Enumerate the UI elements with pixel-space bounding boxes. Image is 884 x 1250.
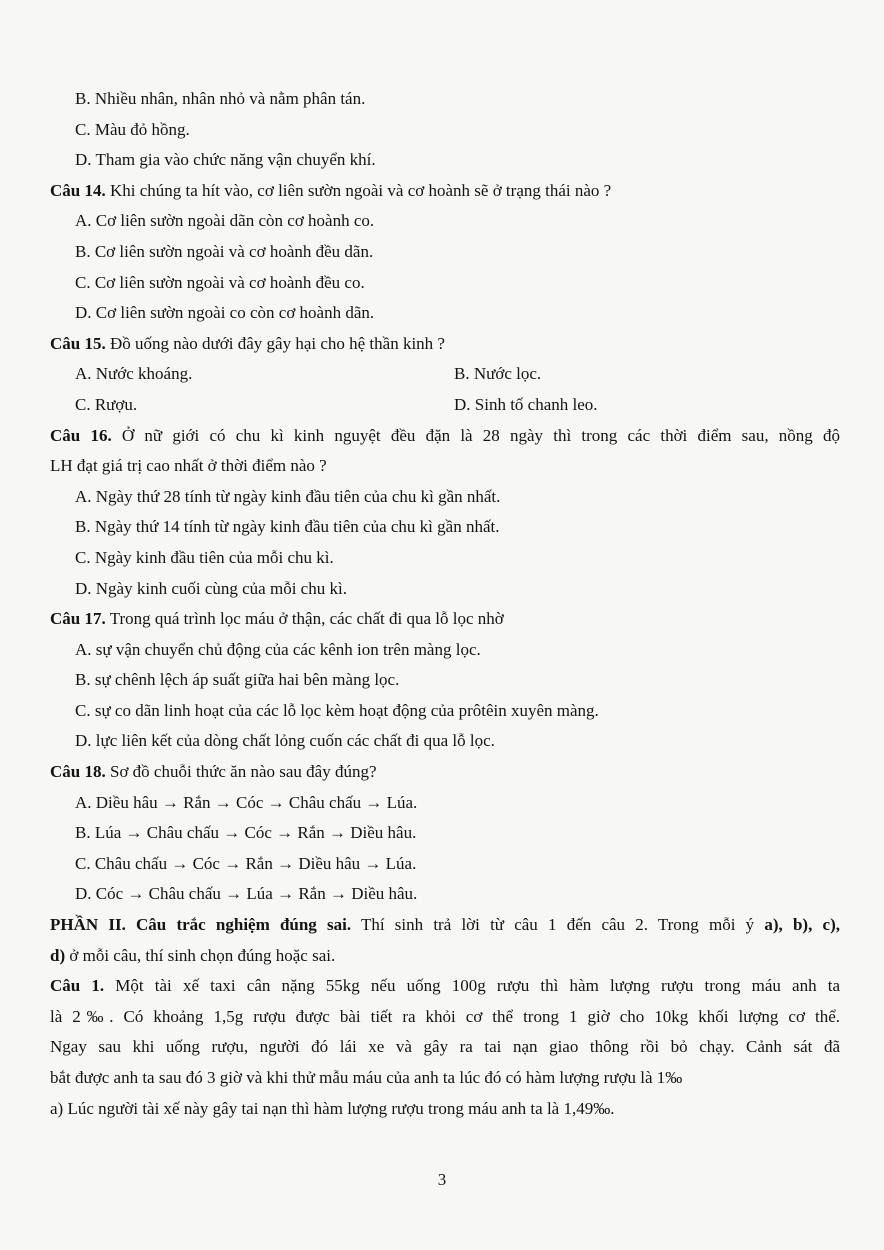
question-text-line-1: Ở nữ giới có chu kì kinh nguyệt đều đặn là 28 ngày thì trong các thời điểm sau, nồng độ bbox=[121, 425, 841, 445]
q14-option-d: D. Cơ liên sườn ngoài co còn cơ hoành dãn. bbox=[75, 303, 375, 323]
part-2-options: a), b), c), bbox=[764, 915, 840, 935]
question-text-line-2: LH đạt giá trị cao nhất ở thời điểm nào ? bbox=[50, 456, 327, 476]
part-2-question-1 bbox=[50, 971, 840, 1093]
q16-option-c: C. Ngày kinh đầu tiên của mỗi chu kì. bbox=[75, 547, 334, 567]
q13-option-d: D. Tham gia vào chức năng vận chuyển khí. bbox=[75, 150, 376, 170]
q18-option-a: A. Diều hâu → Rắn → Cóc → Châu chấu → Lúa. bbox=[75, 792, 418, 812]
q15-option-b: B. Nước lọc. bbox=[454, 364, 542, 384]
q15-options-row-1 bbox=[50, 359, 840, 390]
q15-option-c: C. Rượu. bbox=[75, 394, 138, 414]
q14-option-a: A. Cơ liên sườn ngoài dãn còn cơ hoành co. bbox=[75, 211, 375, 231]
question-text: Trong quá trình lọc máu ở thận, các chất đi qua lỗ lọc nhờ bbox=[109, 609, 504, 629]
part-2-heading bbox=[50, 910, 840, 971]
q18-option-b: B. Lúa → Châu chấu → Cóc → Rắn → Diều hâu. bbox=[75, 823, 417, 843]
part-2-instructions-line-2: ở mỗi câu, thí sinh chọn đúng hoặc sai. bbox=[69, 945, 336, 965]
question-text: Khi chúng ta hít vào, cơ liên sườn ngoài và cơ hoành sẽ ở trạng thái nào ? bbox=[109, 180, 612, 200]
question-label: Câu 17. bbox=[50, 609, 106, 629]
question-text-line-4: bắt được anh ta sau đó 3 giờ và khi thử mẫu máu của anh ta lúc đó có hàm lượng rượu là 1‰ bbox=[50, 1068, 683, 1087]
q13-option-c: C. Màu đỏ hồng. bbox=[75, 119, 190, 139]
part-2-option-d: d) bbox=[50, 945, 66, 965]
part-2-instructions: Thí sinh trả lời từ câu 1 đến câu 2. Trong mỗi ý bbox=[360, 915, 755, 935]
q17-option-d: D. lực liên kết của dòng chất lỏng cuốn các chất đi qua lỗ lọc. bbox=[75, 731, 495, 751]
page-content bbox=[50, 84, 840, 1124]
question-18 bbox=[50, 757, 840, 788]
question-text-line-1: Một tài xế taxi cân nặng 55kg nếu uống 100g rượu thì hàm lượng rượu trong máu anh ta bbox=[115, 976, 840, 996]
p2q1-statement-a: a) Lúc người tài xế này gây tai nạn thì hàm lượng rượu trong máu anh ta là 1,49‰. bbox=[50, 1098, 615, 1118]
question-14 bbox=[50, 176, 840, 207]
part-2-title: PHẦN II. Câu trắc nghiệm đúng sai. bbox=[50, 915, 352, 935]
q15-option-a: A. Nước khoáng. bbox=[75, 364, 193, 384]
question-text: Sơ đồ chuỗi thức ăn nào sau đây đúng? bbox=[109, 762, 377, 782]
q16-option-b: B. Ngày thứ 14 tính từ ngày kinh đầu tiên của chu kì gần nhất. bbox=[75, 517, 500, 537]
question-label: Câu 15. bbox=[50, 333, 106, 353]
question-text-line-3: Ngay sau khi uống rượu, người đó lái xe và gây ra tai nạn giao thông rồi bỏ chạy. Cảnh sát đã bbox=[50, 1037, 840, 1057]
q16-option-a: A. Ngày thứ 28 tính từ ngày kinh đầu tiên của chu kì gần nhất. bbox=[75, 486, 501, 506]
question-label: Câu 14. bbox=[50, 180, 106, 200]
q18-option-c: C. Châu chấu → Cóc → Rắn → Diều hâu → Lúa. bbox=[75, 853, 417, 873]
question-label: Câu 18. bbox=[50, 762, 106, 782]
question-label: Câu 16. bbox=[50, 425, 112, 445]
question-label: Câu 1. bbox=[50, 976, 105, 996]
question-16 bbox=[50, 421, 840, 482]
q17-option-c: C. sự co dãn linh hoạt của các lỗ lọc kèm hoạt động của prôtêin xuyên màng. bbox=[75, 700, 599, 720]
q17-option-a: A. sự vận chuyển chủ động của các kênh ion trên màng lọc. bbox=[75, 639, 481, 659]
question-text: Đồ uống nào dưới đây gây hại cho hệ thần kinh ? bbox=[109, 333, 445, 353]
q15-options-row-2 bbox=[50, 390, 840, 421]
q15-option-d: D. Sinh tố chanh leo. bbox=[454, 394, 598, 414]
q14-option-b: B. Cơ liên sườn ngoài và cơ hoành đều dãn. bbox=[75, 241, 374, 261]
q14-option-c: C. Cơ liên sườn ngoài và cơ hoành đều co. bbox=[75, 272, 365, 292]
question-15 bbox=[50, 329, 840, 360]
question-17 bbox=[50, 604, 840, 635]
page-number: 3 bbox=[437, 1170, 447, 1189]
q18-option-d: D. Cóc → Châu chấu → Lúa → Rắn → Diều hâu. bbox=[75, 884, 418, 904]
q13-option-b: B. Nhiều nhân, nhân nhỏ và nằm phân tán. bbox=[75, 89, 366, 108]
q16-option-d: D. Ngày kinh cuối cùng của mỗi chu kì. bbox=[75, 578, 347, 598]
q17-option-b: B. sự chênh lệch áp suất giữa hai bên màng lọc. bbox=[75, 670, 400, 690]
question-text-line-2: là 2‰. Có khoảng 1,5g rượu được bài tiết ra khỏi cơ thể trong 1 giờ cho 10kg khối lượng cơ thể. bbox=[50, 1006, 840, 1026]
